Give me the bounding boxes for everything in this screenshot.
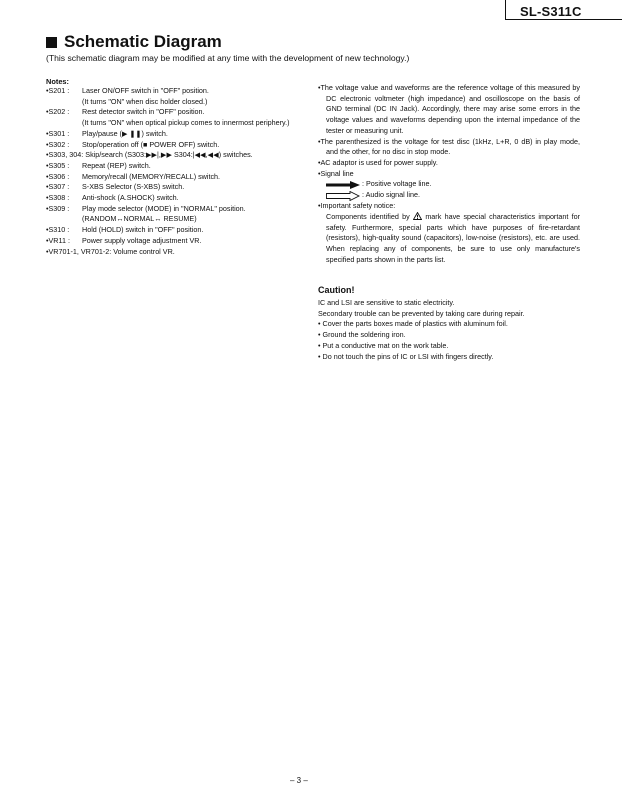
note-text: Play mode selector (MODE) in "NORMAL" position. bbox=[82, 203, 246, 213]
note-key: •S201 : bbox=[46, 86, 70, 95]
caution-list bbox=[318, 298, 580, 362]
audio-line-label: : Audio signal line. bbox=[362, 190, 420, 200]
positive-line-arrow-icon bbox=[326, 181, 360, 189]
safety-triangle-icon bbox=[413, 212, 422, 220]
audio-line-arrow-icon bbox=[326, 191, 360, 201]
caution-line: • Ground the soldering iron. bbox=[318, 330, 406, 340]
notes-list bbox=[46, 86, 308, 257]
note-key: •VR11 : bbox=[46, 235, 70, 245]
note-item bbox=[46, 193, 308, 204]
parenthesized-note: •The parenthesized is the voltage for test disc (1kHz, L+R, 0 dB) in play mode, and the other, for no disc in stop mode. bbox=[318, 136, 580, 157]
model-number: SL-S311C bbox=[520, 4, 582, 19]
signal-line-heading: •Signal line bbox=[318, 168, 354, 178]
note-text: Play/pause (▶ ❚❚) switch. bbox=[82, 128, 168, 138]
note-item bbox=[46, 172, 308, 183]
note-text: •VR701-1, VR701-2: Volume control VR. bbox=[46, 246, 175, 256]
page-number: – 3 – bbox=[290, 776, 308, 785]
caution-heading: Caution! bbox=[318, 285, 355, 295]
note-item bbox=[46, 129, 308, 140]
title-square-icon bbox=[46, 37, 57, 48]
positive-line-legend bbox=[318, 179, 580, 190]
note-key: •S309 : bbox=[46, 203, 70, 213]
note-key: •S202 : bbox=[46, 107, 70, 117]
note-item bbox=[46, 225, 308, 236]
note-text: Repeat (REP) switch. bbox=[82, 160, 151, 170]
note-item: (RANDOM↔NORMAL↔ RESUME) bbox=[82, 214, 197, 224]
note-text: S-XBS Selector (S-XBS) switch. bbox=[82, 182, 185, 192]
note-item bbox=[46, 140, 308, 151]
positive-line-label: : Positive voltage line. bbox=[362, 179, 432, 189]
note-item bbox=[46, 247, 308, 258]
notes-heading: Notes: bbox=[46, 77, 69, 86]
right-column bbox=[318, 83, 580, 266]
note-key: •S310 : bbox=[46, 225, 70, 235]
caution-line: IC and LSI are sensitive to static electricity. bbox=[318, 298, 455, 307]
note-text: •S303, 304: Skip/search (S303:▶▶|,▶▶ S304:|◀◀,◀◀) switches. bbox=[46, 150, 253, 160]
note-text: Anti-shock (A.SHOCK) switch. bbox=[82, 193, 179, 203]
note-key: •S308 : bbox=[46, 193, 70, 203]
note-key: •S306 : bbox=[46, 171, 70, 181]
audio-line-legend bbox=[318, 190, 580, 201]
note-item bbox=[46, 150, 308, 161]
note-text: Memory/recall (MEMORY/RECALL) switch. bbox=[82, 171, 221, 181]
note-item bbox=[46, 86, 308, 97]
caution-line: Secondary trouble can be prevented by taking care during repair. bbox=[318, 308, 525, 318]
caution-line: • Put a conductive mat on the work table. bbox=[318, 340, 449, 350]
page-title bbox=[46, 32, 222, 52]
note-key: •S305 : bbox=[46, 160, 70, 170]
subtitle: (This schematic diagram may be modified at any time with the development of new technology.) bbox=[46, 53, 410, 63]
note-item bbox=[46, 204, 308, 215]
note-item bbox=[46, 236, 308, 247]
title-text: Schematic Diagram bbox=[64, 32, 222, 51]
caution-line: • Do not touch the pins of IC or LSI with fingers directly. bbox=[318, 351, 494, 361]
note-text: Hold (HOLD) switch in "OFF" position. bbox=[82, 225, 204, 235]
safety-notice-heading: •Important safety notice: bbox=[318, 201, 396, 211]
note-text: Laser ON/OFF switch in "OFF" position. bbox=[82, 86, 209, 95]
note-item bbox=[46, 107, 308, 118]
note-item bbox=[46, 182, 308, 193]
note-item: (It turns "ON" when disc holder closed.) bbox=[82, 96, 208, 106]
note-text: Power supply voltage adjustment VR. bbox=[82, 235, 202, 245]
note-key: •S307 : bbox=[46, 182, 70, 192]
note-key: •S302 : bbox=[46, 139, 70, 149]
note-text: Stop/operation off (■ POWER OFF) switch. bbox=[82, 139, 220, 149]
voltage-note: •The voltage value and waveforms are the reference voltage of this measured by DC electronic voltmeter (high impedance) and oscilloscope on the basis of GND terminal (DC IN Jack). Accordingly, there may arise some errors in the voltage values and waveforms depending upon the internal impedance of the tester or measuring unit. bbox=[318, 83, 580, 135]
note-item bbox=[46, 161, 308, 172]
note-item: (It turns "ON" when optical pickup comes to innermost periphery.) bbox=[82, 118, 290, 128]
note-key: •S301 : bbox=[46, 128, 70, 138]
caution-line: • Cover the parts boxes made of plastics with aluminum foil. bbox=[318, 319, 508, 329]
note-text: Rest detector switch in "OFF" position. bbox=[82, 107, 205, 117]
safety-notice-text: Components identified by mark have special characteristics important for safety. Furthermore, special parts which have purposes of fire-retardant (resistors), high-quality sound (capacitors), low-noise (resistors), etc. are used. When replacing any of components, be sure to use only manufacture's specified parts shown in the parts list. bbox=[326, 212, 581, 264]
ac-adaptor-note: •AC adaptor is used for power supply. bbox=[318, 157, 438, 167]
